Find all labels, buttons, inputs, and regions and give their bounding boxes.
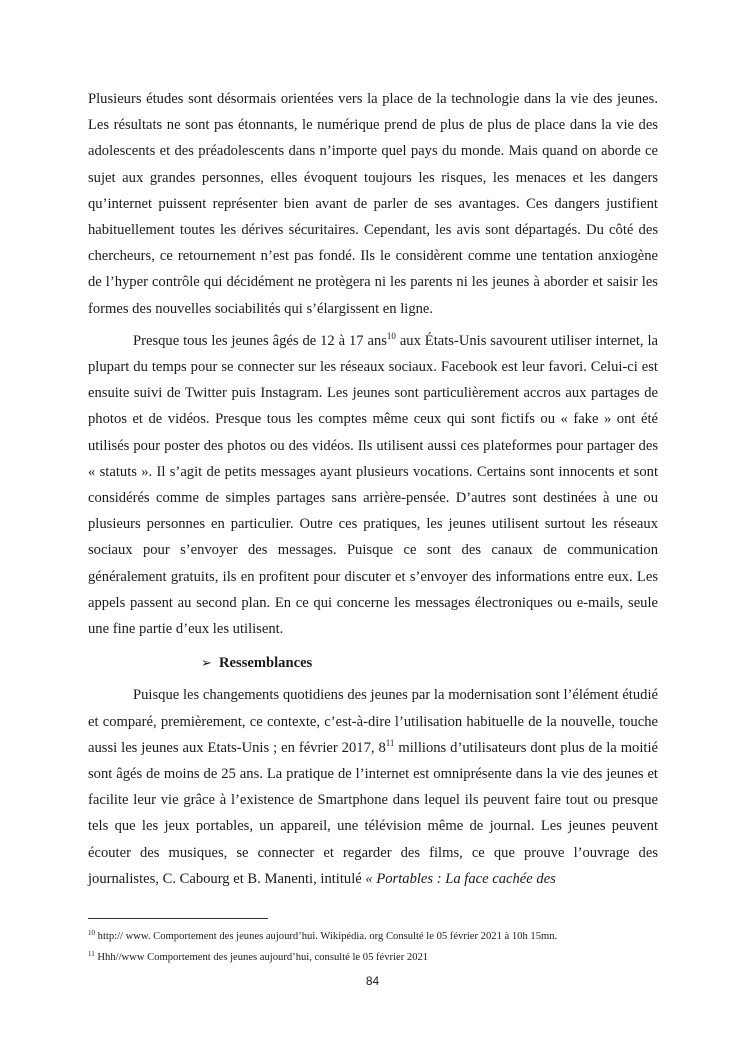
footnote-ref-11[interactable]: 11	[385, 737, 395, 748]
page-number: 84	[365, 974, 380, 988]
footnote-text: http:// www. Comportement des jeunes aujourd’hui. Wikipédia. org Consulté le 05 février 2021 à 10h 15mn.	[95, 931, 558, 942]
footnote-number: 11	[88, 950, 95, 958]
paragraph-3	[88, 682, 658, 892]
footnote-number: 10	[88, 929, 95, 937]
footnote-separator	[88, 918, 268, 919]
paragraph-2-text-b: aux États-Unis savourent utiliser internet, la plupart du temps pour se connecter sur les réseaux sociaux. Facebook est leur favori. Celui-ci est ensuite suivi de Twitter puis Instagram. Les jeunes sont particulièrement accros aux partages de photos et de vidéos. Presque tous les comptes même ceux qui sont fictifs ou « fake » ont été utilisés pour poster des photos ou des vidéos. Ils utilisent aussi ces plateformes pour partager des « statuts ». Il s’agit de petits messages ayant plusieurs vocations. Certains sont innocents et sont considérés comme de simples partages sans arrière-pensée. D’autres sont destinées à une ou plusieurs personnes en particulier. Outre ces pratiques, les jeunes utilisent surtout les réseaux sociaux pour s’envoyer des messages. Puisque ce sont des canaux de communication généralement gratuits, ils en profitent pour discuter et s’envoyer des informations entre eux. Les appels passent au second plan. En ce qui concerne les messages électroniques ou e-mails, seule une fine partie d’eux les utilisent.	[88, 332, 659, 638]
footnotes	[88, 926, 658, 968]
footnote-text: Hhh//www Comportement des jeunes aujourd’hui, consulté le 05 février 2021	[94, 952, 429, 963]
paragraph-3-italic-title: « Portables : La face cachée des	[365, 870, 556, 887]
paragraph-2-text-a: Presque tous les jeunes âgés de 12 à 17 ans	[133, 332, 387, 349]
paragraph-3-text-b: millions d’utilisateurs dont plus de la moitié sont âgés de moins de 25 ans. La pratique de l’internet est omniprésente dans la vie des jeunes et facilite leur vie grâce à l’existence de Smartphone dans lequel ils peuvent faire tout ou presque tels que les jeux portables, un appareil, une télévision même de journal. Les jeunes peuvent écouter des musiques, se connecter et regarder des films, ce que prouve l’ouvrage des journalistes, C. Cabourg et B. Manenti, intitulé	[88, 739, 658, 887]
paragraph-3-text-a: Puisque les changements quotidiens des jeunes par la modernisation sont l’élément étudié et comparé, premièrement, ce contexte, c’est-à-dire l’utilisation habituelle de la nouvelle, touche aussi les jeunes aux Etats-Unis ; en février 2017, 8	[88, 687, 658, 756]
document-body	[88, 86, 658, 892]
arrow-bullet-icon: ➢	[201, 655, 212, 671]
section-heading-text: Ressemblances	[219, 655, 313, 672]
paragraph-2	[88, 328, 658, 642]
footnote-11	[88, 947, 658, 968]
footnote-ref-10[interactable]: 10	[386, 330, 396, 341]
footnote-10	[88, 926, 658, 947]
paragraph-1: Plusieurs études sont désormais orientées vers la place de la technologie dans la vie des jeunes. Les résultats ne sont pas étonnants, le numérique prend de plus de plus de place dans la vie des adolescents et des préadolescents dans n’importe quel pays du monde. Mais quand on aborde ce sujet aux grandes personnes, elles évoquent toujours les risques, les menaces et les dangers qu’internet puissent représenter bien avant de parler de ses avantages. Ces dangers justifient habituellement toutes les dérives sécuritaires. Cependant, les avis sont départagés. Du côté des chercheurs, ce retournement n’est pas fondé. Ils le considèrent comme une tentation anxiogène de l’hyper contrôle qui décidément ne protègera ni les parents ni les jeunes à aborder et saisir les formes des nouvelles sociabilités qui s’élargissent en ligne.	[88, 91, 658, 317]
section-heading	[88, 650, 658, 676]
